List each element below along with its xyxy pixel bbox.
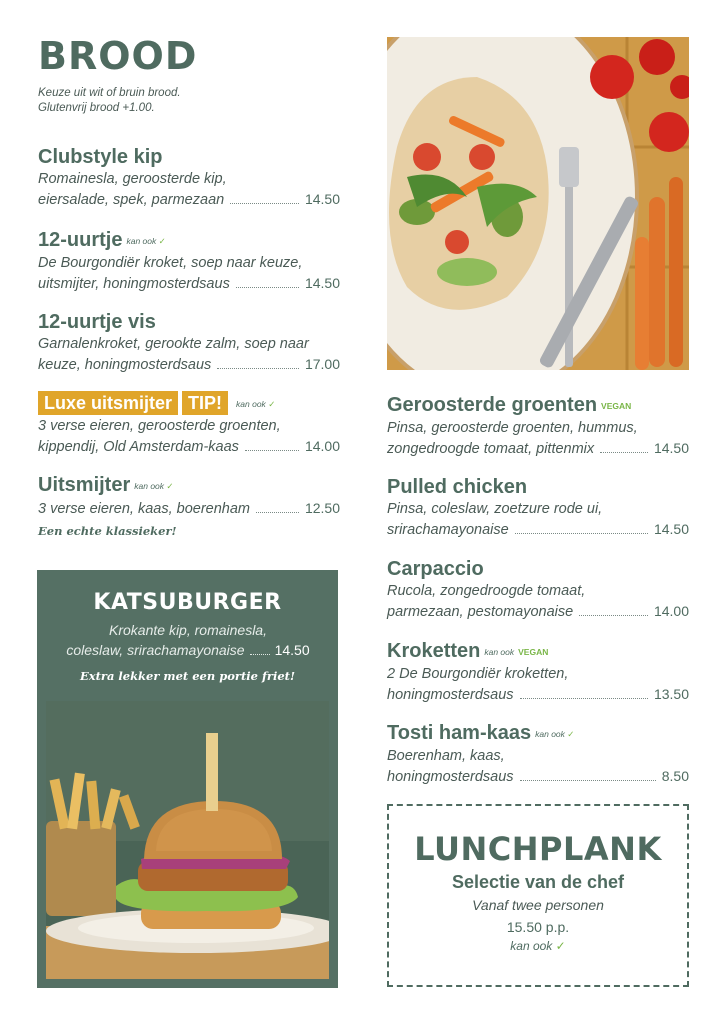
katsuburger-price: 14.50	[274, 642, 310, 658]
item-price: 14.00	[653, 603, 689, 619]
item-description	[38, 416, 340, 457]
item-desc-line-2	[387, 519, 689, 540]
item-name: Geroosterde groenten	[387, 394, 598, 416]
item-desc-line-2	[38, 189, 340, 210]
item-desc-line-1: Romainesla, geroosterde kip,	[38, 171, 227, 187]
item-desc-line-1: Rucola, zongedroogde tomaat,	[387, 583, 586, 599]
lunchplank-note: Vanaf twee personen	[472, 897, 604, 913]
item-description	[387, 418, 689, 459]
brood-intro	[38, 86, 181, 116]
item-description	[387, 499, 689, 540]
katsuburger-box	[37, 570, 338, 988]
item-description	[38, 498, 340, 519]
dot-leader	[230, 203, 299, 204]
item-desc-text: kippendij, Old Amsterdam-kaas	[38, 438, 239, 455]
item-name-row	[38, 228, 340, 253]
lunchplank-subtitle: Selectie van de chef	[451, 872, 625, 892]
item-price: 14.50	[304, 274, 340, 291]
vegetarian-check-icon: ✓	[268, 398, 276, 409]
vegetarian-check-icon: ✓	[555, 939, 566, 953]
item-desc-text: honingmosterdsaus	[387, 768, 514, 785]
item-name-row	[387, 721, 689, 746]
tip-badge: TIP!	[182, 391, 228, 415]
katsuburger-desc-line-2	[57, 640, 319, 660]
item-name: Pulled chicken	[387, 476, 528, 498]
dot-leader	[245, 450, 299, 451]
lunchplank-kan-ook	[389, 939, 687, 953]
item-name: Clubstyle kip	[38, 146, 163, 168]
item-name: Tosti ham-kaas	[387, 722, 532, 744]
item-name-row	[38, 473, 340, 498]
item-desc-line-1: Pinsa, coleslaw, zoetzure rode ui,	[387, 501, 603, 517]
intro-line-2: Glutenvrij brood +1.00.	[38, 102, 155, 114]
dot-leader	[579, 615, 648, 616]
pinsa-photo	[387, 37, 689, 370]
kan-ook-text: kan ook	[510, 939, 553, 953]
menu-item-tosti-ham-kaas	[387, 721, 689, 787]
kan-ook-text: kan ook	[126, 235, 157, 246]
item-desc-line-1: 3 verse eieren, geroosterde groenten,	[38, 417, 281, 434]
item-price: 17.00	[304, 356, 340, 372]
intro-line-1: Keuze uit wit of bruin brood.	[38, 87, 181, 99]
item-desc-line-2	[387, 684, 689, 705]
item-name: 12-uurtje	[38, 229, 123, 251]
page-title: BROOD	[38, 34, 198, 78]
kan-ook-text: kan ook	[484, 646, 515, 657]
menu-item-luxe-uitsmijter	[38, 391, 340, 457]
menu-item-12-uurtje-vis	[38, 310, 340, 375]
dot-leader	[256, 512, 299, 513]
item-description	[38, 169, 340, 210]
item-description	[387, 581, 689, 622]
item-desc-text: parmezaan, pestomayonaise	[387, 604, 574, 620]
kan-ook-text: kan ook	[236, 398, 266, 409]
item-desc-text: zongedroogde tomaat, pittenmix	[387, 440, 595, 457]
item-desc-text: srirachamayonaise	[387, 522, 509, 538]
menu-item-geroosterde-groenten	[387, 393, 689, 459]
kan-ook-label	[535, 729, 574, 739]
item-name: Uitsmijter	[38, 474, 131, 496]
item-desc-line-1: Boerenham, kaas,	[387, 747, 505, 764]
kan-ook-text: kan ook	[535, 728, 565, 739]
item-name-row	[38, 391, 340, 416]
item-name-row	[387, 639, 689, 664]
item-name-row	[387, 393, 689, 418]
dot-leader	[520, 780, 656, 781]
dot-leader	[515, 533, 648, 534]
item-price: 12.50	[304, 499, 340, 516]
item-price: 14.50	[653, 521, 689, 537]
item-desc-line-1: 2 De Bourgondiër kroketten,	[387, 665, 569, 682]
katsuburger-description	[57, 620, 319, 660]
item-desc-line-1: De Bourgondiër kroket, soep naar keuze,	[38, 254, 303, 271]
vegan-badge: VEGAN	[518, 646, 549, 657]
kan-ook-label	[236, 399, 275, 409]
item-name: 12-uurtje vis	[38, 311, 156, 333]
dot-leader	[236, 287, 299, 288]
item-desc-text: uitsmijter, honingmosterdsaus	[38, 275, 230, 292]
item-price: 8.50	[661, 767, 689, 784]
kan-ook-label	[126, 236, 165, 246]
item-name: Kroketten	[387, 640, 481, 662]
item-desc-line-2	[387, 766, 689, 787]
katsuburger-title: KATSUBURGER	[93, 590, 282, 615]
lunchplank-title: LUNCHPLANK	[414, 830, 662, 868]
item-name: Carpaccio	[387, 558, 484, 580]
menu-item-clubstyle-kip	[38, 145, 340, 210]
item-desc-line-2	[38, 273, 340, 294]
vegetarian-check-icon: ✓	[166, 480, 174, 491]
menu-item-uitsmijter	[38, 473, 340, 538]
menu-item-12-uurtje	[38, 228, 340, 294]
vegetarian-check-icon: ✓	[567, 728, 575, 739]
kan-ook-label	[484, 647, 514, 657]
item-name-badge: Luxe uitsmijter	[38, 391, 178, 415]
item-price: 14.50	[304, 191, 340, 207]
item-desc-text: 3 verse eieren, kaas, boerenham	[38, 500, 250, 517]
menu-item-pulled-chicken	[387, 475, 689, 540]
item-desc-text: keuze, honingmosterdsaus	[38, 357, 212, 373]
burger-photo	[46, 701, 329, 979]
burger-illustration	[46, 701, 329, 979]
katsuburger-desc-text: coleslaw, srirachamayonaise	[66, 642, 245, 658]
item-description	[38, 253, 340, 294]
dot-leader	[217, 368, 299, 369]
item-desc-line-2	[38, 354, 340, 375]
lunchplank-price: 15.50 p.p.	[506, 919, 570, 935]
kan-ook-label	[134, 481, 173, 491]
vegan-badge: VEGAN	[601, 400, 632, 411]
menu-item-carpaccio	[387, 557, 689, 622]
katsuburger-desc-line-1: Krokante kip, romainesla,	[109, 622, 267, 638]
item-desc-line-2	[38, 436, 340, 457]
menu-item-kroketten	[387, 639, 689, 705]
item-tagline: Een echte klassieker!	[38, 523, 177, 538]
vegetarian-check-icon: ✓	[158, 235, 166, 246]
item-description	[387, 746, 689, 787]
item-price: 14.50	[653, 439, 689, 456]
dot-leader	[250, 654, 270, 655]
item-desc-line-1: Pinsa, geroosterde groenten, hummus,	[387, 419, 638, 436]
item-desc-text: eiersalade, spek, parmezaan	[38, 192, 225, 208]
item-desc-line-1: Garnalenkroket, gerookte zalm, soep naar	[38, 336, 309, 352]
item-desc-line-2	[387, 601, 689, 622]
pinsa-illustration	[387, 37, 689, 370]
item-desc-text: honingmosterdsaus	[387, 686, 514, 703]
dot-leader	[600, 452, 648, 453]
kan-ook-text: kan ook	[134, 480, 165, 491]
item-desc-line-1	[38, 498, 340, 519]
katsuburger-extra: Extra lekker met een portie friet!	[79, 669, 296, 683]
item-price: 13.50	[653, 685, 689, 702]
item-price: 14.00	[304, 437, 340, 454]
lunchplank-box	[387, 804, 689, 987]
item-description	[387, 664, 689, 705]
item-desc-line-2	[387, 438, 689, 459]
item-description	[38, 334, 340, 375]
dot-leader	[520, 698, 648, 699]
